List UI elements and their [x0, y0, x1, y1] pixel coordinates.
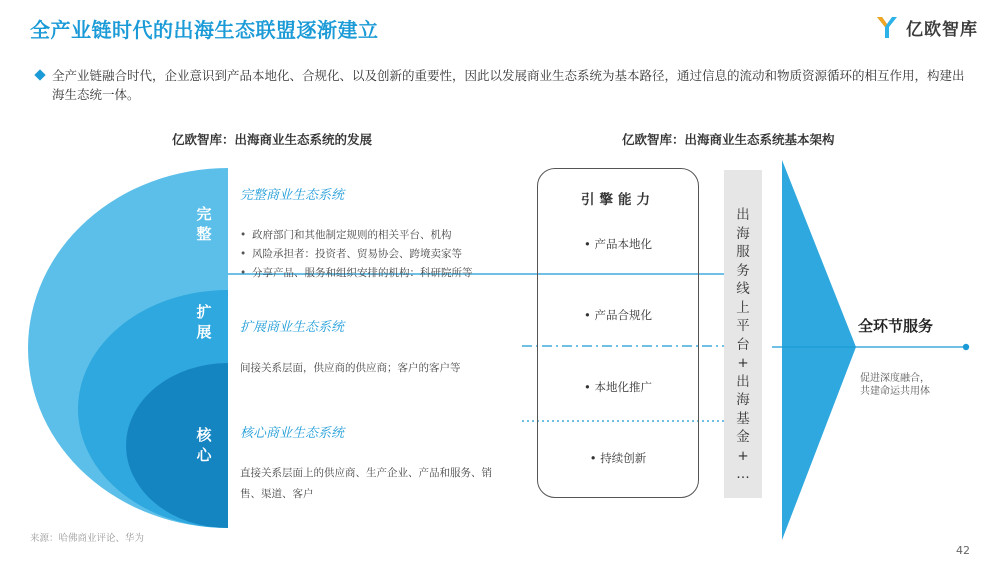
service-sub-line: 共建命运共用体: [860, 386, 930, 397]
layer-label-core: 核心: [196, 426, 212, 464]
capability-item: • 本地化推广: [584, 380, 652, 394]
platform-char: 台: [736, 336, 750, 353]
service-title: 全环节服务: [858, 317, 934, 335]
platform-char: +: [737, 447, 749, 464]
core-text-line: 售、渠道、客户: [240, 488, 314, 500]
core-system-text: [240, 463, 492, 505]
service-sub-line: 促进深度融合，: [860, 373, 930, 384]
list-item: • 分享产品、服务和组织安排的机构：科研院所等: [240, 264, 473, 283]
platform-char: 平: [736, 318, 750, 334]
extended-system-text: 间接关系层面，供应商的供应商；客户的客户等: [240, 362, 461, 374]
page-title: 全产业链时代的出海生态联盟逐渐建立: [30, 18, 379, 42]
platform-char: 金: [736, 429, 750, 445]
platform-char: 出: [736, 373, 750, 390]
platform-char: 海: [736, 225, 750, 242]
service-triangle: [782, 160, 856, 540]
extended-system-heading: 扩展商业生态系统: [240, 320, 345, 335]
platform-char: 线: [736, 281, 750, 297]
capability-box: [537, 168, 699, 498]
right-diagram-title: 亿欧智库：出海商业生态系统基本架构: [622, 132, 835, 147]
left-diagram-title: 亿欧智库：出海商业生态系统的发展: [172, 132, 373, 147]
capability-title: 引擎能力: [581, 192, 655, 208]
platform-char: 上: [736, 299, 750, 316]
source-note: 来源：哈佛商业评论、华为: [30, 533, 145, 544]
core-text-line: 直接关系层面上的供应商、生产企业、产品和服务、销: [240, 467, 492, 479]
platform-char: 基: [736, 410, 750, 427]
layer-label-extended: 扩展: [196, 303, 212, 341]
layer-label-complete: 完整: [196, 205, 212, 243]
list-item: • 政府部门和其他制定规则的相关平台、机构: [240, 226, 473, 245]
intro-text: 全产业链融合时代，企业意识到产品本地化、合规化、以及创新的重要性，因此以发展商业生态系统为基本路径，通过信息的流动和物质资源循环的相互作用，构建出海生态统一体。: [52, 68, 965, 102]
platform-char: 海: [736, 392, 750, 408]
platform-char: …: [736, 466, 750, 482]
platform-char: +: [737, 355, 749, 371]
platform-text: [724, 206, 762, 484]
capability-item: • 持续创新: [589, 451, 647, 465]
platform-char: 服: [736, 244, 750, 260]
capability-item: • 产品合规化: [584, 308, 652, 322]
core-system-heading: 核心商业生态系统: [240, 426, 345, 441]
capability-item: • 产品本地化: [584, 237, 652, 251]
platform-char: 出: [736, 207, 750, 223]
logo-text: 亿欧智库: [906, 19, 978, 40]
complete-system-heading: 完整商业生态系统: [240, 188, 345, 203]
service-arrow-dot: [963, 344, 969, 350]
platform-char: 务: [736, 262, 750, 279]
service-subtitle: [858, 372, 932, 398]
page-number: 42: [956, 544, 970, 557]
complete-system-list: [240, 226, 473, 283]
list-item: • 风险承担者：投资者、贸易协会、跨境卖家等: [240, 245, 473, 264]
